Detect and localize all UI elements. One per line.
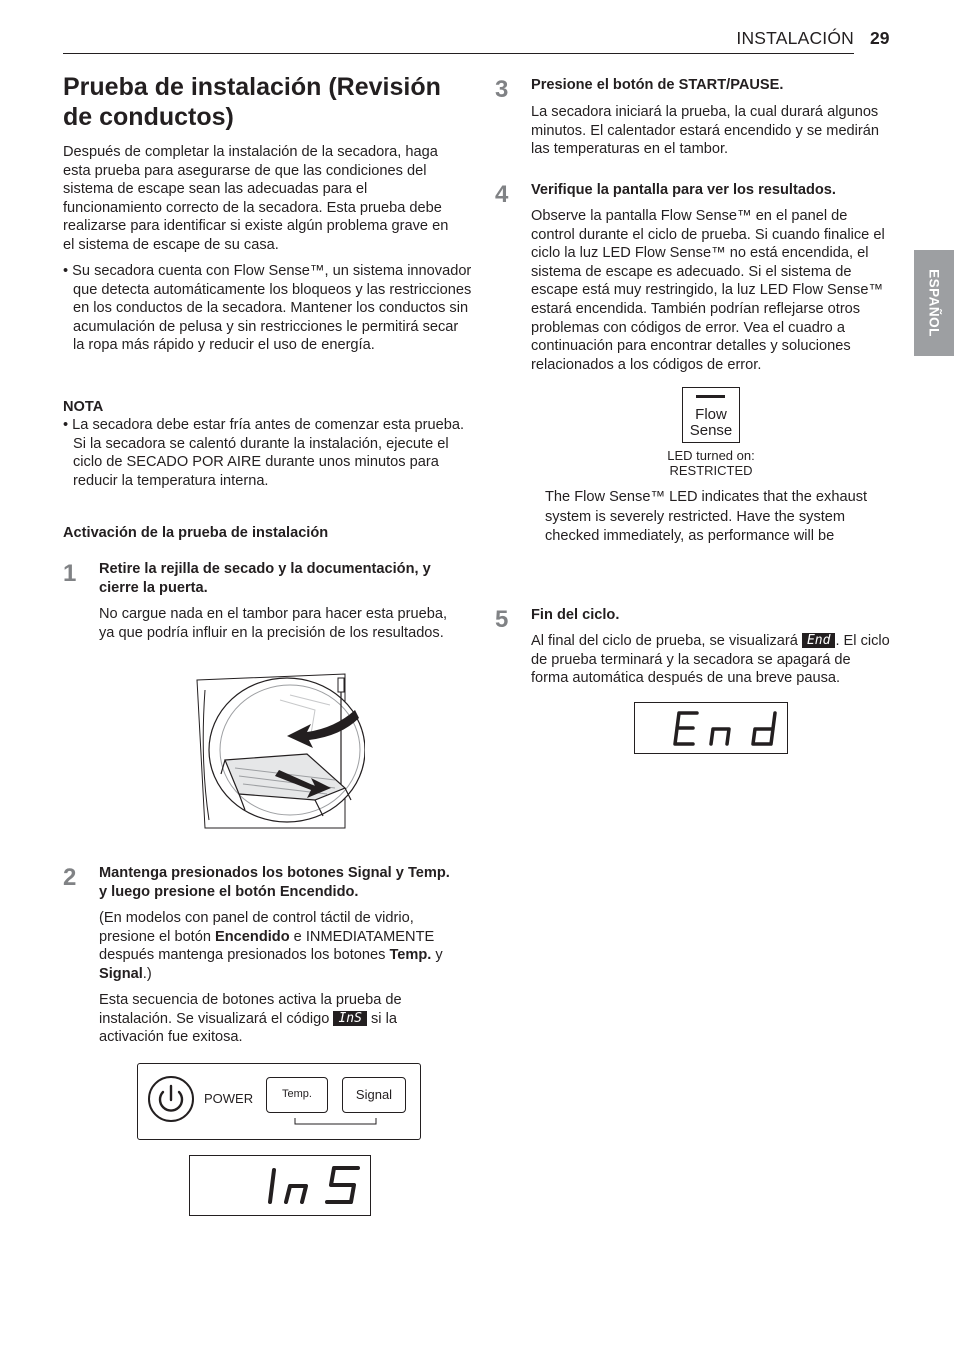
step-4-title: Verifique la pantalla para ver los resultados.: [531, 182, 836, 198]
flow-sense-led-bar: [696, 395, 725, 398]
page-number: 29: [870, 28, 890, 48]
step-2-p1-encendido: Encendido: [215, 928, 290, 945]
step-2-p1-text-c: e INMEDIATAMENTE después mantenga presionados los botones: [99, 928, 435, 964]
section-title: INSTALACIÓN: [736, 28, 854, 48]
step-5-text-a: Al final del ciclo de prueba, se visualizará: [531, 633, 802, 649]
ins-code-inline: InS: [333, 1011, 366, 1026]
step-2-p2-text-a: Esta secuencia de botones activa la prueba de instalación. Se visualizará el código: [99, 992, 402, 1027]
flow-sense-label-line1: Flow: [695, 406, 727, 423]
step-4-text: Observe la pantalla Flow Sense™ en el panel de control durante el ciclo de prueba. Si cuando finalice el ciclo la luz LED Flow Sense™ no está encendida, el sistema de escape es adecuado. Si el sistema de escape está muy restringido, la luz LED Flow Sense™ estará encendida. También podrían reflejarse otros problemas con códigos de error. Vea el cuadro a continuación para encontrar detalles y soluciones relacionados a los códigos de error.: [531, 208, 885, 373]
signal-button: Signal: [342, 1077, 406, 1113]
activation-heading: Activación de la prueba de instalación: [63, 525, 329, 541]
step-2-p1-temp: Temp.: [389, 947, 432, 964]
temp-button: Temp.: [266, 1077, 328, 1113]
step-2-paragraph-2: [99, 991, 459, 1047]
step-2-title: Mantenga presionados los botones Signal y Temp. y luego presione el botón Encendido.: [99, 865, 450, 900]
language-tab: [914, 250, 954, 356]
step-2-number: 2: [63, 864, 77, 891]
step-5-number: 5: [495, 606, 509, 633]
end-display-segments: [635, 703, 787, 753]
step-1-title: Retire la rejilla de secado y la documentación, y cierre la puerta.: [99, 561, 431, 596]
step-2-p1-text-g: .): [142, 965, 152, 982]
power-button: [148, 1076, 194, 1122]
power-label: POWER: [204, 1091, 254, 1106]
flow-sense-icon: [682, 387, 740, 443]
flow-sense-bullet: • Su secadora cuenta con Flow Sense™, un sistema innovador que detecta automáticamente los bloqueos y las restricciones en los conductos de la secadora. Mantener los conductos sin acumulación de pelusa y sin restricciones le permitirá secar la ropa más rápido y reducir el uso de energía.: [63, 263, 472, 354]
step-3-title: Presione el botón de START/PAUSE.: [531, 77, 784, 93]
step-1-number: 1: [63, 560, 77, 587]
nota-bullet: • La secadora debe estar fría antes de comenzar esta prueba. Si la secadora se calentó durante la instalación, ejecute el ciclo de SECADO POR AIRE durante unos minutos para reducir la temperatura interna.: [63, 417, 465, 489]
step-5-text-b: . El ciclo de prueba terminará y la secadora se apagará de forma automática después de una breve pausa.: [531, 633, 890, 687]
step-2-paragraph-1: [99, 909, 459, 983]
step-3-number: 3: [495, 76, 509, 103]
end-display: [634, 702, 788, 754]
flow-sense-note: The Flow Sense™ LED indicates that the exhaust system is severely restricted. Have the system checked immediately, as performance will be: [545, 489, 868, 544]
led-caption-line2: RESTRICTED: [669, 463, 753, 478]
step-5-title: Fin del ciclo.: [531, 607, 620, 623]
control-panel-illustration: [137, 1063, 421, 1140]
header-rule: [63, 53, 854, 54]
step-5-text: [531, 632, 891, 688]
flow-sense-bullet-text: Su secadora cuenta con Flow Sense™, un sistema innovador que detecta automáticamente los bloqueos y las restricciones en los conductos de la secadora. Mantener los conductos sin acumulación de pelusa y sin restricciones le permitirá secar la ropa más rápido y reducir el uso de energía.: [72, 263, 472, 354]
dryer-rack-illustration: [195, 670, 365, 832]
step-4-number: 4: [495, 181, 509, 208]
step-2-p1-text-a: (En modelos con panel de control táctil de vidrio, presione el botón: [99, 910, 414, 945]
language-tab-label: ESPAÑOL: [926, 269, 942, 337]
intro-paragraph: Después de completar la instalación de la secadora, haga esta prueba para asegurarse de que las condiciones del sistema de escape sean las adecuadas para el funcionamiento correcto de la secadora. Esta prueba debe realizarse para identificar si existe algún problema grave en el sistema de escape de su casa.: [63, 144, 449, 253]
led-caption-line1: LED turned on:: [667, 448, 755, 463]
flow-sense-label-line2: Sense: [689, 422, 733, 439]
step-2-p1-text-e: y: [431, 947, 443, 964]
step-2-p2-text-b: si la activación fue exitosa.: [99, 1010, 397, 1046]
nota-heading: NOTA: [63, 399, 104, 415]
ins-display: [189, 1155, 371, 1216]
nota-text: La secadora debe estar fría antes de comenzar esta prueba. Si la secadora se calentó durante la instalación, ejecute el ciclo de SECADO POR AIRE durante unos minutos para reducir la temperatura interna.: [72, 417, 465, 489]
step-3-text: La secadora iniciará la prueba, la cual durará algunos minutos. El calentador estará encendido y se medirán las temperaturas en el tambor.: [531, 104, 880, 158]
step-1-text: No cargue nada en el tambor para hacer esta prueba, ya que podría influir en la precisión de los resultados.: [99, 606, 448, 641]
step-2-p1-signal: Signal: [99, 965, 143, 982]
page-title: Prueba de instalación (Revisión de conductos): [63, 73, 441, 131]
button-bracket: [294, 1118, 378, 1126]
ins-display-segments: [190, 1156, 370, 1215]
power-icon: [150, 1078, 192, 1120]
end-code-inline: End: [802, 633, 835, 648]
